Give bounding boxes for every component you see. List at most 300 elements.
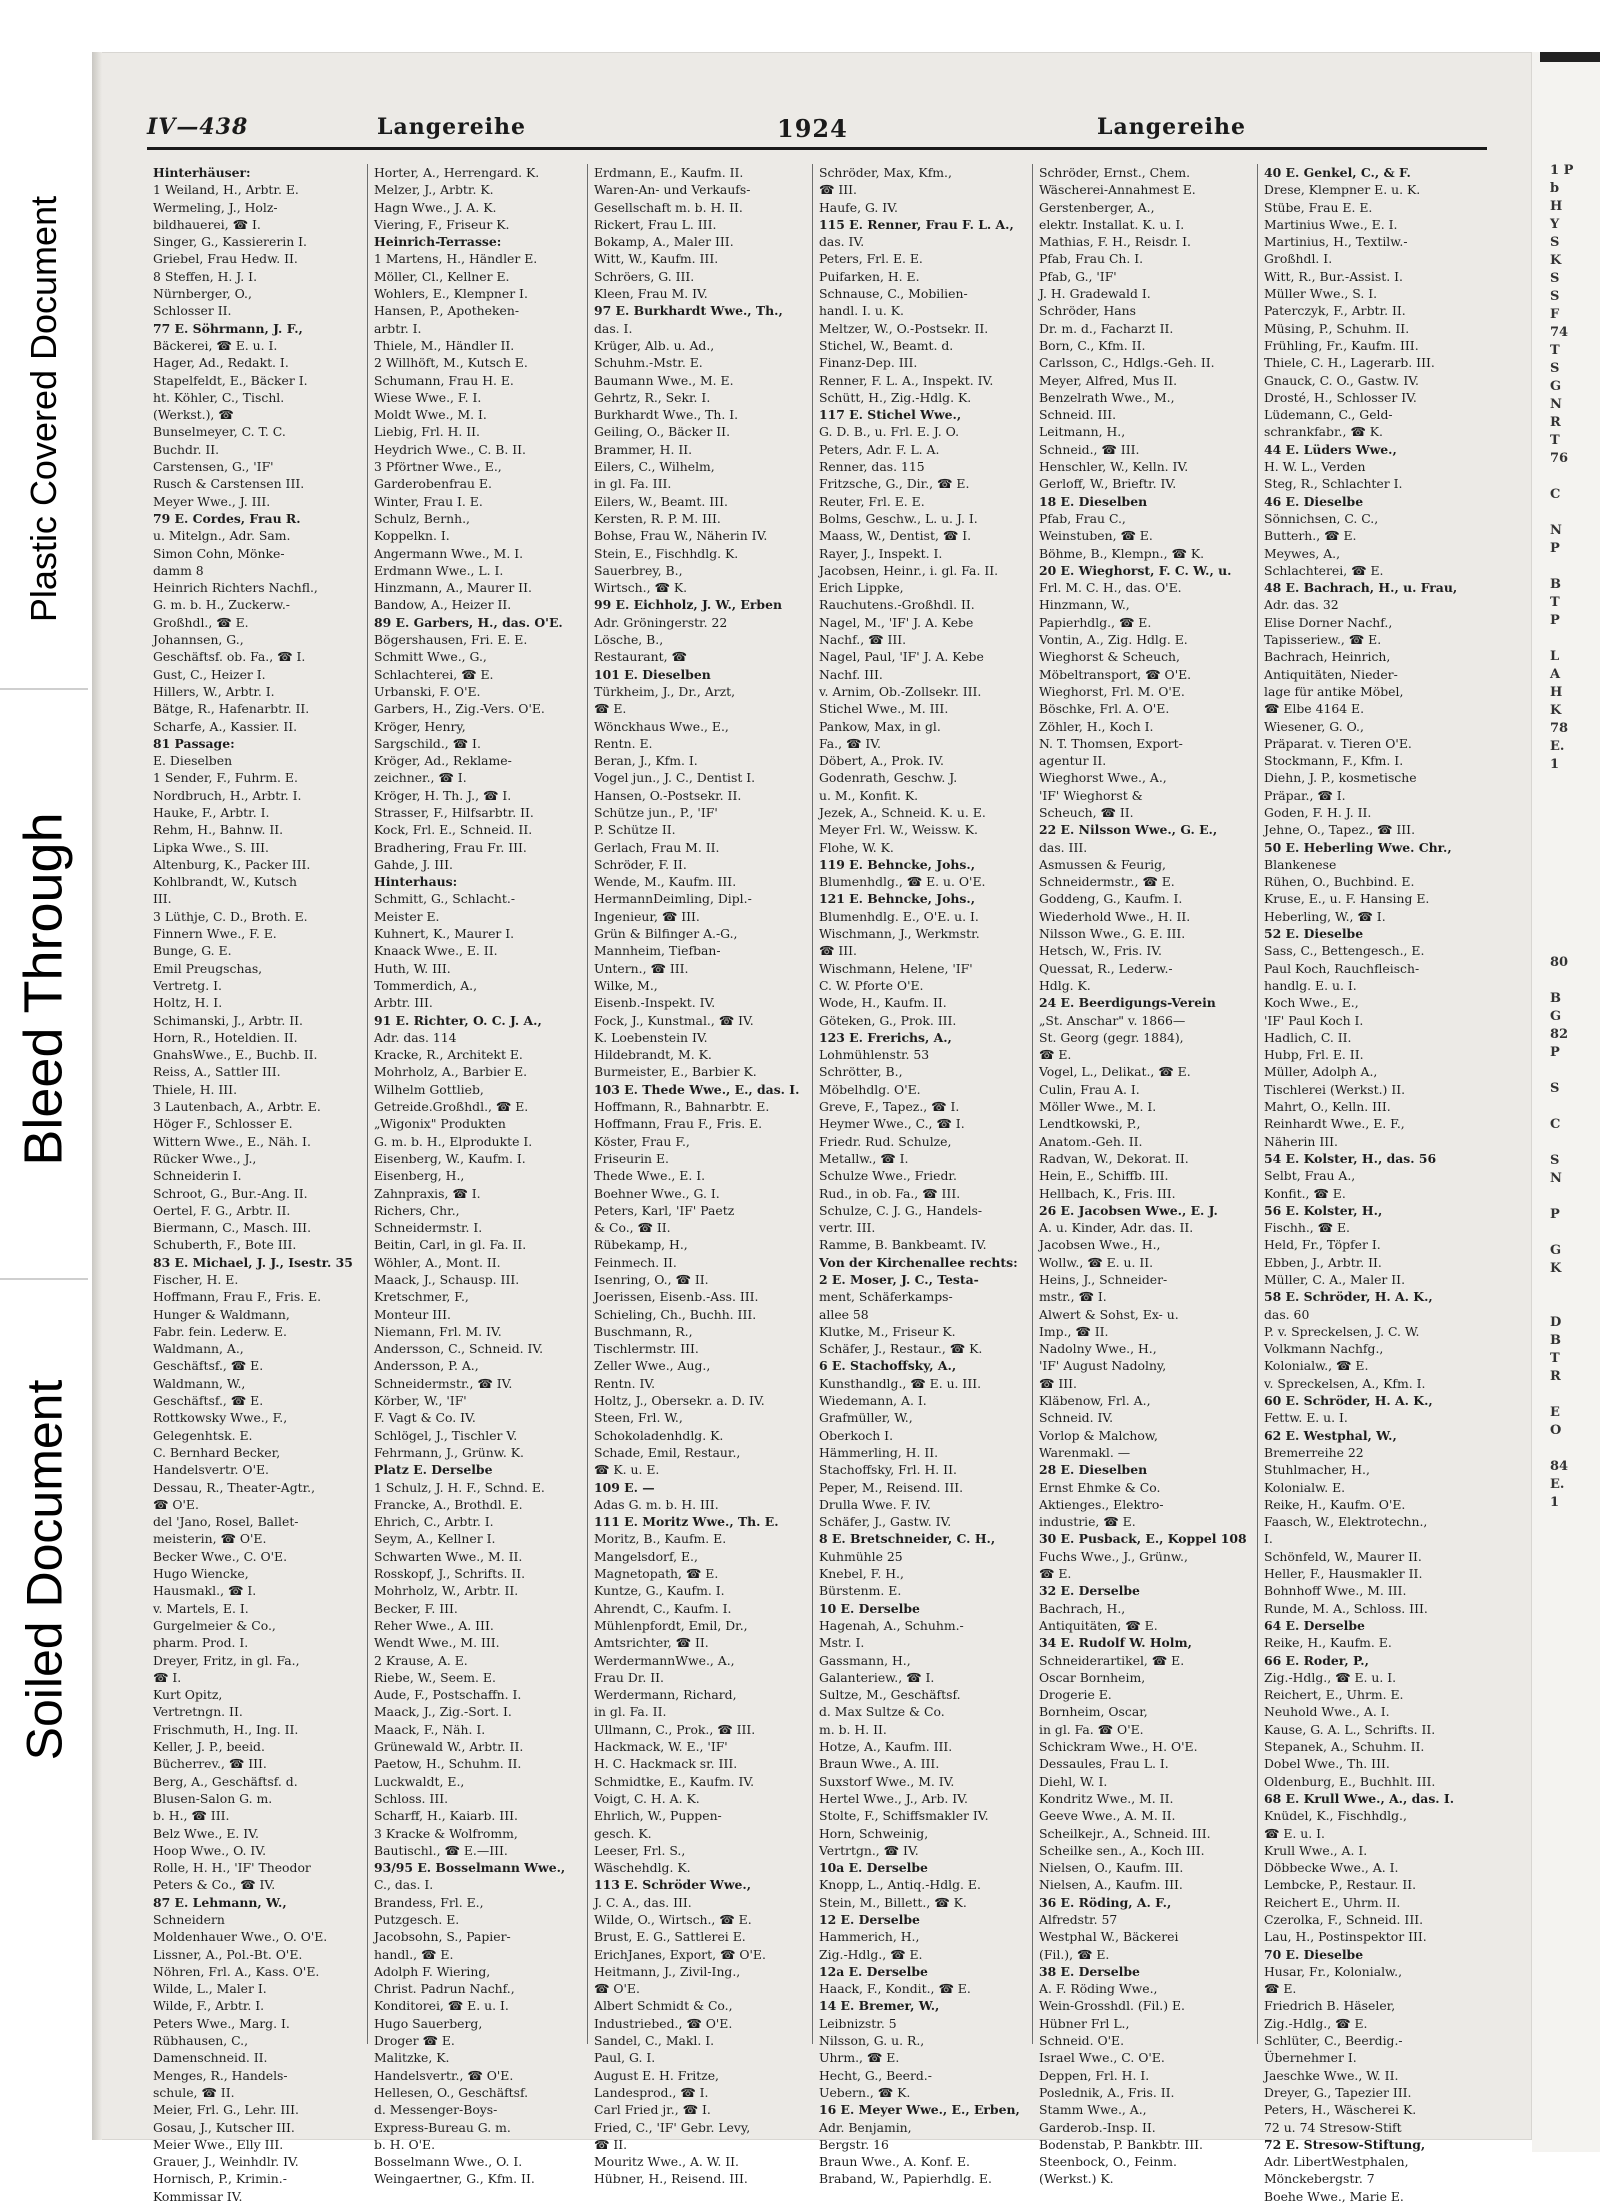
directory-entry: Finnern Wwe., F. E. bbox=[153, 926, 277, 942]
directory-entry: Bradhering, Frau Fr. III. bbox=[374, 839, 527, 855]
directory-entry: Alwert & Sohst, Ex- u. bbox=[1039, 1306, 1179, 1322]
directory-entry: C., das. I. bbox=[374, 1877, 434, 1893]
directory-entry: H. W. L., Verden bbox=[1264, 459, 1366, 475]
directory-entry: Anatom.-Geh. II. bbox=[1039, 1133, 1143, 1149]
directory-entry: Mannheim, Tiefban- bbox=[594, 943, 721, 959]
directory-entry: J. H. Gradewald I. bbox=[1039, 286, 1151, 302]
directory-entry: 83 E. Michael, J. J., Isestr. 35 bbox=[153, 1254, 353, 1270]
directory-entry: Wilke, M., bbox=[594, 977, 658, 993]
directory-entry: Horn, R., Hoteldien. II. bbox=[153, 1029, 298, 1045]
directory-entry: Dobel Wwe., Th. III. bbox=[1264, 1756, 1390, 1772]
directory-entry: Isenring, O., ☎ II. bbox=[594, 1272, 709, 1287]
directory-entry: schrankfabr., ☎ K. bbox=[1264, 424, 1383, 440]
directory-entry: Riebe, W., Seem. E. bbox=[374, 1669, 496, 1685]
directory-entry: Mstr. I. bbox=[819, 1635, 865, 1651]
directory-entry: Alfredstr. 57 bbox=[1039, 1911, 1118, 1927]
directory-entry: Reike, H., Kaufm. O'E. bbox=[1264, 1496, 1406, 1512]
directory-entry: Warenmakl. — bbox=[1039, 1444, 1131, 1460]
directory-entry: Schlosser II. bbox=[153, 303, 232, 319]
directory-entry: Vertretg. I. bbox=[153, 977, 222, 993]
edge-fragment: 80 bbox=[1550, 955, 1569, 970]
directory-entry: Meyer Frl. W., Weissw. K. bbox=[819, 822, 978, 838]
directory-entry: ☎ K. u. E. bbox=[594, 1462, 660, 1478]
directory-entry: Lissner, A., Pol.-Bt. O'E. bbox=[153, 1946, 303, 1962]
directory-entry: Industriebed., ☎ O'E. bbox=[594, 2015, 733, 2031]
directory-entry: Lösche, B., bbox=[594, 632, 664, 648]
directory-entry: damm 8 bbox=[153, 562, 204, 578]
directory-entry: Landesprod., ☎ I. bbox=[594, 2084, 709, 2100]
directory-entry: Christ. Padrun Nachf., bbox=[374, 1981, 515, 1997]
directory-entry: ht. Köhler, C., Tischl. bbox=[153, 389, 285, 405]
directory-entry: Imp., ☎ II. bbox=[1039, 1323, 1109, 1339]
directory-entry: agentur II. bbox=[1039, 753, 1107, 769]
directory-entry: Braun Wwe., A. Konf. E. bbox=[819, 2154, 970, 2170]
directory-entry: Hauke, F., Arbtr. I. bbox=[153, 804, 270, 820]
directory-entry: Gerlach, Frau M. II. bbox=[594, 839, 720, 855]
directory-entry: Ramme, B. Bankbeamt. IV. bbox=[819, 1237, 987, 1253]
directory-entry: Becker, F. III. bbox=[374, 1600, 458, 1616]
directory-entry: 64 E. Derselbe bbox=[1264, 1617, 1365, 1633]
directory-entry: ☎ E. bbox=[1264, 1981, 1297, 1997]
directory-entry: Adas G. m. b. H. III. bbox=[594, 1496, 719, 1512]
directory-entry: Thiele, M., Händler II. bbox=[374, 337, 515, 353]
directory-entry: 10 E. Derselbe bbox=[819, 1600, 920, 1616]
directory-entry: Schäfer, J., Restaur., ☎ K. bbox=[819, 1341, 983, 1357]
directory-entry: Schulz, Bernh., bbox=[374, 510, 470, 526]
directory-entry: ☎ Elbe 4164 E. bbox=[1264, 701, 1365, 717]
directory-column-1 bbox=[147, 164, 367, 2204]
directory-entry: Wermeling, J., Holz- bbox=[153, 199, 278, 215]
directory-entry: 60 E. Schröder, H. A. K., bbox=[1264, 1393, 1433, 1409]
directory-entry: Friseurin E. bbox=[594, 1150, 669, 1166]
directory-entry: Gassmann, H., bbox=[819, 1652, 911, 1668]
directory-entry: Hein, E., Schiffb. III. bbox=[1039, 1168, 1169, 1184]
directory-entry: Thede Wwe., E. I. bbox=[594, 1168, 706, 1184]
directory-entry: Wiese Wwe., F. I. bbox=[374, 389, 482, 405]
page-number: IV—438 bbox=[147, 114, 249, 140]
directory-entry: N. T. Thomsen, Export- bbox=[1039, 735, 1183, 751]
directory-entry: Platz E. Derselbe bbox=[374, 1462, 493, 1478]
directory-entry: Uhrm., ☎ E. bbox=[819, 2050, 900, 2066]
directory-entry: Angermann Wwe., M. I. bbox=[374, 545, 524, 561]
directory-entry: Hotze, A., Kaufm. III. bbox=[819, 1739, 953, 1755]
directory-entry: Hämmerling, H. II. bbox=[819, 1444, 939, 1460]
directory-entry: Kolonialw., ☎ E. bbox=[1264, 1358, 1369, 1374]
directory-entry: Beitin, Carl, in gl. Fa. II. bbox=[374, 1237, 527, 1253]
directory-entry: P. v. Spreckelsen, J. C. W. bbox=[1264, 1323, 1420, 1339]
directory-entry: Fabr. fein. Lederw. E. bbox=[153, 1323, 287, 1339]
directory-entry: Metallw., ☎ I. bbox=[819, 1150, 909, 1166]
directory-entry: Hübner Frl L., bbox=[1039, 2015, 1130, 2031]
directory-entry: 123 E. Frerichs, A., bbox=[819, 1029, 952, 1045]
directory-entry: Bachrach, H., bbox=[1039, 1600, 1126, 1616]
directory-entry: Schmidtke, E., Kaufm. IV. bbox=[594, 1773, 755, 1789]
directory-entry: Fa., ☎ IV. bbox=[819, 735, 881, 751]
directory-entry: Ingenieur, ☎ III. bbox=[594, 908, 700, 924]
directory-entry: Peters, Adr. F. L. A. bbox=[819, 441, 940, 457]
directory-entry: 109 E. — bbox=[594, 1479, 655, 1495]
directory-entry: handl., ☎ E. bbox=[374, 1946, 454, 1962]
directory-entry: ☎ E. u. I. bbox=[1264, 1825, 1325, 1841]
directory-entry: Bohse, Frau W., Näherin IV. bbox=[594, 528, 768, 544]
directory-entry: Geiling, O., Bäcker II. bbox=[594, 424, 731, 440]
directory-entry: & Co., ☎ II. bbox=[594, 1220, 671, 1236]
directory-entry: Schimanski, J., Arbtr. II. bbox=[153, 1012, 303, 1028]
directory-entry: Martinius, H., Textilw.- bbox=[1264, 234, 1408, 250]
directory-entry: Hagn Wwe., J. A. K. bbox=[374, 199, 497, 215]
directory-entry: v. Spreckelsen, A., Kfm. I. bbox=[1264, 1375, 1426, 1391]
directory-entry: ☎ E. bbox=[594, 701, 627, 717]
directory-entry: Diehl, W. I. bbox=[1039, 1773, 1108, 1789]
directory-entry: Hinterhaus: bbox=[374, 874, 458, 890]
directory-entry: Schneiderin I. bbox=[153, 1168, 242, 1184]
directory-entry: Zeller Wwe., Aug., bbox=[594, 1358, 711, 1374]
directory-entry: Konfit., ☎ E. bbox=[1264, 1185, 1346, 1201]
directory-entry: Wischmann, J., Werkmstr. bbox=[819, 926, 980, 942]
directory-entry: das. IV. bbox=[819, 234, 865, 250]
directory-entry: Droger ☎ E. bbox=[374, 2033, 455, 2049]
directory-entry: Martinius Wwe., E. I. bbox=[1264, 216, 1398, 232]
directory-entry: Krull Wwe., A. I. bbox=[1264, 1842, 1368, 1858]
directory-entry: Waldmann, A., bbox=[153, 1341, 244, 1357]
year-heading: 1924 bbox=[777, 114, 848, 143]
directory-entry: Wendt Wwe., M. III. bbox=[374, 1635, 500, 1651]
label-bleed-text: Bleed Through bbox=[14, 812, 74, 1166]
directory-entry: Czerolka, F., Schneid. III. bbox=[1264, 1911, 1424, 1927]
directory-entry: Goddeng, G., Kaufm. I. bbox=[1039, 891, 1183, 907]
directory-columns bbox=[147, 164, 1492, 2204]
edge-fragment: R bbox=[1550, 1369, 1561, 1384]
directory-entry: 72 E. Stresow-Stiftung, bbox=[1264, 2136, 1426, 2152]
directory-entry: WerdermannWwe., A., bbox=[594, 1652, 735, 1668]
directory-entry: Nachf., ☎ III. bbox=[819, 632, 907, 648]
directory-entry: Reichert, E., Uhrm. E. bbox=[1264, 1687, 1404, 1703]
directory-entry: Oberkoch I. bbox=[819, 1427, 894, 1443]
directory-entry: ☎ O'E. bbox=[153, 1496, 199, 1512]
directory-entry: ErichJanes, Export, ☎ O'E. bbox=[594, 1946, 766, 1962]
directory-entry: Lohmühlenstr. 53 bbox=[819, 1047, 930, 1063]
directory-entry: Amtsrichter, ☎ II. bbox=[594, 1635, 709, 1651]
directory-entry: 77 E. Söhrmann, J. F., bbox=[153, 320, 303, 336]
directory-entry: Hackmack, W. E., 'IF' bbox=[594, 1739, 728, 1755]
directory-entry: Schlögel, J., Tischler V. bbox=[374, 1427, 518, 1443]
directory-entry: Müller, Adolph A., bbox=[1264, 1064, 1378, 1080]
directory-entry: Jaeschke Wwe., W. II. bbox=[1264, 2067, 1399, 2083]
directory-entry: in gl. Fa. II. bbox=[594, 1704, 667, 1720]
directory-entry: Schäfer, J., Gastw. IV. bbox=[819, 1514, 952, 1530]
edge-fragment: S bbox=[1550, 1153, 1560, 1168]
edge-fragment bbox=[1550, 1098, 1600, 1116]
directory-entry: Niemann, Frl. M. IV. bbox=[374, 1323, 502, 1339]
directory-entry: Möller Wwe., M. I. bbox=[1039, 1099, 1157, 1115]
label-soiled-text: Soiled Document bbox=[16, 1379, 73, 1761]
directory-entry: Diehn, J. P., kosmetische bbox=[1264, 770, 1417, 786]
directory-entry: Mouritz Wwe., A. W. II. bbox=[594, 2154, 739, 2170]
directory-entry: Jacobsohn, S., Papier- bbox=[374, 1929, 511, 1945]
directory-entry: Hellbach, K., Fris. III. bbox=[1039, 1185, 1176, 1201]
directory-entry: Wilhelm Gottlieb, bbox=[374, 1081, 484, 1097]
directory-entry: Ullmann, C., Prok., ☎ III. bbox=[594, 1721, 756, 1737]
directory-entry: Berg, A., Geschäftsf. d. bbox=[153, 1773, 298, 1789]
directory-entry: Leibnizstr. 5 bbox=[819, 2015, 897, 2031]
directory-entry: Stuhlmacher, H., bbox=[1264, 1462, 1370, 1478]
directory-entry: 54 E. Kolster, H., das. 56 bbox=[1264, 1150, 1437, 1166]
directory-entry: Moritz, B., Kaufm. E. bbox=[594, 1531, 727, 1547]
directory-entry: Tommerdich, A., bbox=[374, 977, 478, 993]
directory-entry: 26 E. Jacobsen Wwe., E. J. bbox=[1039, 1202, 1218, 1218]
directory-entry: Kröger, Ad., Reklame- bbox=[374, 753, 512, 769]
directory-entry: 34 E. Rudolf W. Holm, bbox=[1039, 1635, 1192, 1651]
directory-entry: Blankenese bbox=[1264, 856, 1337, 872]
directory-entry: Vorlop & Malchow, bbox=[1039, 1427, 1158, 1443]
directory-entry: Asmussen & Feurig, bbox=[1039, 856, 1166, 872]
directory-entry: 93/95 E. Bosselmann Wwe., bbox=[374, 1860, 566, 1876]
edge-fragment: F bbox=[1550, 307, 1560, 322]
directory-entry: Butterh., ☎ E. bbox=[1264, 528, 1357, 544]
directory-entry: Geschäftsf., ☎ E. bbox=[153, 1393, 264, 1409]
directory-entry: Gerloff, W., Brieftr. IV. bbox=[1039, 476, 1177, 492]
directory-entry: Monteur III. bbox=[374, 1306, 451, 1322]
directory-entry: Körber, W., 'IF' bbox=[374, 1393, 467, 1409]
edge-fragment bbox=[1550, 1440, 1600, 1458]
directory-entry: Rolle, H. H., 'IF' Theodor bbox=[153, 1860, 311, 1876]
directory-entry: 97 E. Burkhardt Wwe., Th., bbox=[594, 303, 783, 319]
directory-entry: Bergstr. 16 bbox=[819, 2136, 889, 2152]
directory-entry: Viering, F., Friseur K. bbox=[374, 216, 510, 232]
directory-entry: del 'Jano, Rosel, Ballet- bbox=[153, 1514, 299, 1530]
edge-fragment: N bbox=[1550, 1171, 1562, 1186]
directory-entry: Hdlg. K. bbox=[1039, 977, 1091, 993]
directory-entry: Kuhnert, K., Maurer I. bbox=[374, 926, 515, 942]
directory-entry: 14 E. Bremer, W., bbox=[819, 1998, 940, 2014]
directory-entry: Husar, Fr., Kolonialw., bbox=[1264, 1963, 1403, 1979]
directory-entry: Gelegenhtsk. E. bbox=[153, 1427, 253, 1443]
directory-entry: Feinmech. II. bbox=[594, 1254, 677, 1270]
edge-fragment: B bbox=[1550, 577, 1561, 592]
directory-entry: Schwarten Wwe., M. II. bbox=[374, 1548, 523, 1564]
directory-entry: Hager, Ad., Redakt. I. bbox=[153, 355, 289, 371]
directory-entry: Eilers, W., Beamt. III. bbox=[594, 493, 728, 509]
directory-entry: Sultze, M., Geschäftsf. bbox=[819, 1687, 961, 1703]
edge-fragment bbox=[1550, 810, 1600, 828]
directory-entry: Schneiderartikel, ☎ E. bbox=[1039, 1652, 1185, 1668]
directory-entry: Bosselmann Wwe., O. I. bbox=[374, 2154, 523, 2170]
directory-entry: G. m. b. H., Zuckerw.- bbox=[153, 597, 290, 613]
directory-entry: Wilde, L., Maler I. bbox=[153, 1981, 267, 1997]
directory-entry: Leeser, Frl. S., bbox=[594, 1842, 686, 1858]
page-header bbox=[147, 110, 1487, 150]
facing-page-fragments bbox=[1550, 162, 1600, 1512]
edge-fragment: T bbox=[1550, 433, 1560, 448]
directory-entry: Vogel jun., J. C., Dentist I. bbox=[594, 770, 756, 786]
directory-entry: Hadlich, C. II. bbox=[1264, 1029, 1352, 1045]
directory-entry: Antiquitäten, ☎ E. bbox=[1039, 1617, 1158, 1633]
directory-entry: Winter, Frau I. E. bbox=[374, 493, 483, 509]
edge-fragment: P bbox=[1550, 541, 1560, 556]
directory-entry: Heins, J., Schneider- bbox=[1039, 1272, 1168, 1287]
directory-entry: Hagenah, A., Schuhm.- bbox=[819, 1617, 964, 1633]
directory-entry: Grünewald W., Arbtr. II. bbox=[374, 1739, 524, 1755]
directory-entry: C. W. Pforte O'E. bbox=[819, 977, 924, 993]
directory-entry: 6 E. Stachoffsky, A., bbox=[819, 1358, 957, 1374]
directory-entry: 121 E. Behncke, Johs., bbox=[819, 891, 976, 907]
directory-entry: 117 E. Stichel Wwe., bbox=[819, 407, 962, 423]
directory-entry: Wode, H., Kaufm. II. bbox=[819, 995, 947, 1011]
directory-entry: Gehrtz, R., Sekr. I. bbox=[594, 389, 711, 405]
directory-entry: Benzelrath Wwe., M., bbox=[1039, 389, 1175, 405]
directory-entry: Mohrholz, A., Barbier E. bbox=[374, 1064, 528, 1080]
directory-entry: Stamm Wwe., A., bbox=[1039, 2102, 1147, 2118]
directory-entry: Mathias, F. H., Reisdr. I. bbox=[1039, 234, 1191, 250]
directory-entry: Hecht, G., Beerd.- bbox=[819, 2067, 932, 2083]
directory-entry: Zahnpraxis, ☎ I. bbox=[374, 1185, 481, 1201]
directory-entry: 113 E. Schröder Wwe., bbox=[594, 1877, 752, 1893]
directory-entry: 91 E. Richter, O. C. J. A., bbox=[374, 1012, 542, 1028]
directory-entry: Maack, J., Zig.-Sort. I. bbox=[374, 1704, 512, 1720]
edge-fragment bbox=[1550, 846, 1600, 864]
directory-entry: Altenburg, K., Packer III. bbox=[153, 856, 311, 872]
directory-entry: H. C. Hackmack sr. III. bbox=[594, 1756, 738, 1772]
directory-entry: Nagel, Paul, 'IF' J. A. Kebe bbox=[819, 649, 984, 665]
directory-entry: 48 E. Bachrach, H., u. Frau, bbox=[1264, 580, 1458, 596]
directory-entry: Schmitt Wwe., G., bbox=[374, 649, 487, 665]
directory-entry: Frl. M. C. H., das. O'E. bbox=[1039, 580, 1182, 596]
directory-entry: Schmitt, G., Schlacht.- bbox=[374, 891, 516, 907]
directory-entry: Ernst Ehmke & Co. bbox=[1039, 1479, 1161, 1495]
directory-entry: Vontin, A., Zig. Hdlg. E. bbox=[1039, 632, 1188, 648]
directory-entry: Buschmann, R., bbox=[594, 1323, 693, 1339]
directory-entry: Schneid. O'E. bbox=[1039, 2033, 1125, 2049]
directory-entry: Untern., ☎ III. bbox=[594, 960, 689, 976]
directory-column-4 bbox=[812, 164, 1032, 2187]
directory-entry: Galanteriew., ☎ I. bbox=[819, 1669, 935, 1685]
directory-column-5 bbox=[1032, 164, 1257, 2187]
directory-entry: Reher Wwe., A. III. bbox=[374, 1617, 494, 1633]
directory-entry: Horter, A., Herrengard. K. bbox=[374, 165, 540, 180]
directory-entry: Schröder, Max, Kfm., bbox=[819, 165, 952, 180]
directory-entry: zeichner., ☎ I. bbox=[374, 770, 467, 786]
directory-entry: Radvan, W., Dekorat. II. bbox=[1039, 1150, 1189, 1166]
directory-entry: 3 Kracke & Wolfromm, bbox=[374, 1825, 518, 1841]
edge-fragment: P bbox=[1550, 613, 1560, 628]
edge-fragment bbox=[1550, 1386, 1600, 1404]
directory-entry: Poslednik, A., Fris. II. bbox=[1039, 2084, 1175, 2100]
directory-entry: Nadolny Wwe., H., bbox=[1039, 1341, 1157, 1357]
directory-entry: Holtz, J., Obersekr. a. D. IV. bbox=[594, 1393, 765, 1409]
directory-entry: Schumann, Frau H. E. bbox=[374, 372, 514, 388]
directory-entry: Jehne, O., Tapez., ☎ III. bbox=[1264, 822, 1416, 838]
edge-fragment bbox=[1550, 558, 1600, 576]
directory-entry: 20 E. Wieghorst, F. C. W., u. bbox=[1039, 562, 1232, 578]
directory-entry: Reiss, A., Sattler III. bbox=[153, 1064, 281, 1080]
directory-entry: Schönfeld, W., Maurer II. bbox=[1264, 1548, 1422, 1564]
directory-entry: Mohrholz, W., Arbtr. II. bbox=[374, 1583, 519, 1599]
directory-entry: 36 E. Röding, A. F., bbox=[1039, 1894, 1172, 1910]
directory-entry: Schröers, G. III. bbox=[594, 268, 695, 284]
directory-entry: Luckwaldt, E., bbox=[374, 1773, 465, 1789]
directory-entry: Gosau, J., Kutscher III. bbox=[153, 2119, 295, 2135]
directory-entry: m. b. H. II. bbox=[819, 1721, 887, 1737]
directory-entry: G. D. B., u. Frl. E. J. O. bbox=[819, 424, 960, 440]
edge-fragment bbox=[1550, 1278, 1600, 1296]
directory-entry: Stichel Wwe., M. III. bbox=[819, 701, 949, 717]
directory-entry: Antiquitäten, Nieder- bbox=[1264, 666, 1398, 682]
edge-fragment: 1 bbox=[1550, 1495, 1560, 1510]
directory-entry: Wönckhaus Wwe., E., bbox=[594, 718, 729, 734]
directory-entry: Getreide.Großhdl., ☎ E. bbox=[374, 1099, 529, 1115]
directory-entry: Hugo Wiencke, bbox=[153, 1566, 249, 1582]
directory-entry: Steen, Frl. W., bbox=[594, 1410, 683, 1426]
directory-entry: Präparat. v. Tieren O'E. bbox=[1264, 735, 1412, 751]
directory-entry: Nagel, M., 'IF' J. A. Kebe bbox=[819, 614, 974, 630]
directory-entry: Zig.-Hdlg., ☎ E. bbox=[819, 1946, 923, 1962]
edge-fragment: D bbox=[1550, 1315, 1562, 1330]
directory-entry: Mangelsdorf, E., bbox=[594, 1548, 698, 1564]
directory-entry: Witt, W., Kaufm. III. bbox=[594, 251, 719, 267]
directory-entry: Becker Wwe., C. O'E. bbox=[153, 1548, 288, 1564]
directory-entry: 12 E. Derselbe bbox=[819, 1911, 920, 1927]
directory-entry: Kunsthandlg., ☎ E. u. III. bbox=[819, 1375, 982, 1391]
directory-entry: Klutke, M., Friseur K. bbox=[819, 1323, 956, 1339]
edge-fragment: A bbox=[1550, 667, 1561, 682]
directory-entry: Stepanek, A., Schuhm. II. bbox=[1264, 1739, 1425, 1755]
directory-entry: ☎ E. bbox=[1039, 1047, 1072, 1063]
directory-entry: Pfab, Frau C., bbox=[1039, 510, 1126, 526]
directory-entry: Hornisch, P., Krimin.- bbox=[153, 2171, 287, 2187]
directory-entry: Adr. das. 114 bbox=[374, 1029, 457, 1045]
directory-entry: 40 E. Genkel, C., & F. bbox=[1264, 165, 1411, 180]
directory-entry: v. Martels, E. I. bbox=[153, 1600, 249, 1616]
directory-entry: das. III. bbox=[1039, 839, 1088, 855]
directory-entry: 79 E. Cordes, Frau R. bbox=[153, 510, 301, 526]
directory-entry: Fettw. E. u. I. bbox=[1264, 1410, 1348, 1426]
directory-entry: Heller, F., Hausmakler II. bbox=[1264, 1566, 1423, 1582]
directory-entry: Knüdel, K., Fischhdlg., bbox=[1264, 1808, 1407, 1824]
directory-entry: Kröger, H. Th. J., ☎ I. bbox=[374, 787, 512, 803]
directory-entry: Adr. das. 32 bbox=[1264, 597, 1339, 613]
directory-entry: Emil Preugschas, bbox=[153, 960, 263, 976]
directory-entry: Albert Schmidt & Co., bbox=[594, 1998, 733, 2014]
directory-entry: 99 E. Eichholz, J. W., Erben bbox=[594, 597, 782, 613]
directory-entry: Nürnberger, O., bbox=[153, 286, 252, 302]
edge-fragment: O bbox=[1550, 1423, 1562, 1438]
directory-entry: Präpar., ☎ I. bbox=[1264, 787, 1346, 803]
directory-entry: Express-Bureau G. m. bbox=[374, 2119, 511, 2135]
directory-column-3 bbox=[587, 164, 812, 2187]
directory-entry: ☎ III. bbox=[819, 182, 857, 198]
edge-fragment: S bbox=[1550, 361, 1560, 376]
directory-entry: Carstensen, G., 'IF' bbox=[153, 459, 274, 475]
directory-entry: Grauer, J., Weinhdlr. IV. bbox=[153, 2154, 299, 2170]
edge-fragment: 74 bbox=[1550, 325, 1569, 340]
directory-entry: Heinrich Richters Nachfl., bbox=[153, 580, 318, 596]
directory-entry: Rud., in ob. Fa., ☎ III. bbox=[819, 1185, 961, 1201]
directory-entry: Frau Dr. II. bbox=[594, 1669, 664, 1685]
directory-entry: Möbelhdlg. O'E. bbox=[819, 1081, 921, 1097]
directory-entry: Heymer Wwe., C., ☎ I. bbox=[819, 1116, 965, 1132]
edge-fragment bbox=[1550, 972, 1600, 990]
directory-entry: Drese, Klempner E. u. K. bbox=[1264, 182, 1421, 198]
edge-fragment bbox=[1550, 1188, 1600, 1206]
directory-entry: Schloss. III. bbox=[374, 1790, 449, 1806]
directory-entry: Dr. m. d., Facharzt II. bbox=[1039, 320, 1174, 336]
directory-entry: 22 E. Nilsson Wwe., G. E., bbox=[1039, 822, 1218, 838]
directory-entry: Witt, R., Bur.-Assist. I. bbox=[1264, 268, 1403, 284]
directory-entry: Wäscherei-Annahmest E. bbox=[1039, 182, 1196, 198]
directory-entry: Grafmüller, W., bbox=[819, 1410, 913, 1426]
directory-entry: 58 E. Schröder, H. A. K., bbox=[1264, 1289, 1433, 1305]
directory-entry: Möbeltransport, ☎ O'E. bbox=[1039, 666, 1192, 682]
